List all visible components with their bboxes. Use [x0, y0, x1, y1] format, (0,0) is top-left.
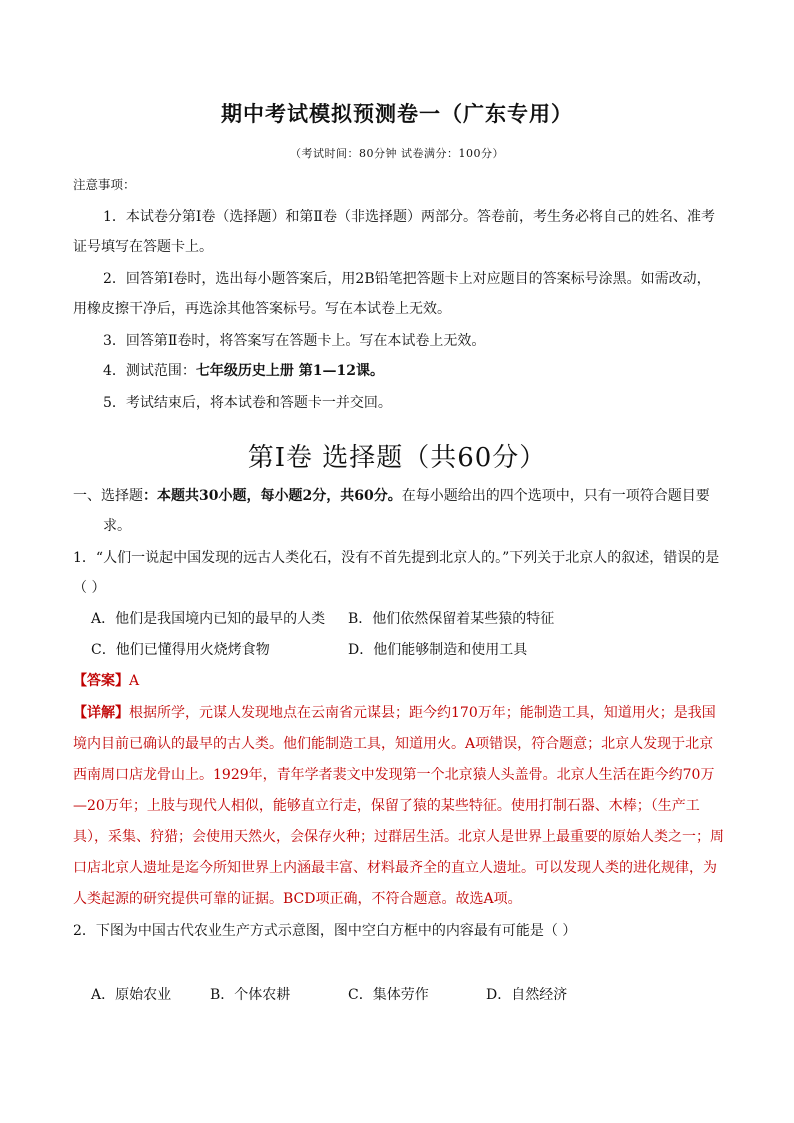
q1-stem-line-2: （ ）: [73, 580, 106, 596]
q2-option-d: D．自然经济: [486, 987, 568, 1003]
notice-item-3: 3．回答第Ⅱ卷时，将答案写在答题卡上。写在本试卷上无效。: [103, 333, 486, 349]
q1-explanation-line-1: [73, 703, 716, 723]
q1-answer: [73, 671, 139, 691]
instruction-scoring: ：本题共30小题，每小题2分，共60分。: [143, 488, 402, 504]
notice-item-2-line-2: 用橡皮擦干净后，再选涂其他答案标号。写在本试卷上无效。: [73, 301, 451, 317]
notice-item-1-line-2: 证号填写在答题卡上。: [73, 239, 213, 255]
q1-option-c: C．他们已懂得用火烧烤食物: [91, 642, 270, 658]
section-instruction-line-1: [73, 486, 710, 506]
q2-option-a: A．原始农业: [91, 987, 172, 1003]
section-title: 第Ⅰ卷 选择题（共60分）: [247, 443, 547, 473]
q2-option-b: B．个体农耕: [210, 987, 291, 1003]
q1-option-d: D．他们能够制造和使用工具: [348, 642, 528, 658]
explanation-text-1: 根据所学，元谋人发现地点在云南省元谋县；距今约170万年；能制造工具，知道用火；是我国: [129, 705, 716, 721]
q1-explanation-line-4: —20万年；上肢与现代人相似，能够直立行走，保留了猿的某些特征。使用打制石器、木棒；（生产工: [73, 798, 700, 814]
notice-heading: 注意事项：: [73, 177, 136, 192]
q1-explanation-line-7: 人类起源的研究提供可靠的证据。BCD项正确，不符合题意。故选A项。: [73, 891, 522, 907]
q1-explanation-line-5: 具），采集、狩猎；会使用天然火，会保存火种；过群居生活。北京人是世界上最重要的原始人类之一；周: [73, 829, 724, 845]
page-title: 期中考试模拟预测卷一（广东专用）: [221, 102, 573, 126]
q1-explanation-line-2: 境内目前已确认的最早的古人类。他们能制造工具，知道用火。A项错误，符合题意；北京人发现于北京: [73, 736, 714, 752]
notice-item-1-line-1: 1．本试卷分第Ⅰ卷（选择题）和第Ⅱ卷（非选择题）两部分。答卷前，考生务必将自己的姓名、准考: [103, 209, 715, 225]
notice-item-5: 5．考试结束后，将本试卷和答题卡一并交回。: [103, 395, 392, 411]
exam-info: （考试时间：80分钟 试卷满分：100分）: [290, 147, 504, 160]
q2-option-c: C．集体劳作: [348, 987, 429, 1003]
notice-item-4: [103, 361, 384, 381]
q1-option-b: B．他们依然保留着某些猿的特征: [348, 611, 555, 627]
notice-item-2-line-1: 2．回答第Ⅰ卷时，选出每小题答案后，用2B铅笔把答题卡上对应题目的答案标号涂黑。如需改动，: [103, 271, 711, 287]
section-instruction-line-2: 求。: [103, 518, 131, 534]
notice-item-4-scope: 七年级历史上册 第1—12课。: [195, 363, 385, 379]
q1-option-a: A．他们是我国境内已知的最早的人类: [91, 611, 326, 627]
notice-item-4-label: 4．测试范围：: [103, 363, 196, 379]
instruction-rest: 在每小题给出的四个选项中，只有一项符合题目要: [401, 488, 710, 504]
q1-explanation-line-6: 口店北京人遗址是迄今所知世界上内涵最丰富、材料最齐全的直立人遗址。可以发现人类的进化规律，为: [73, 860, 717, 876]
instruction-prefix: 一、选择题: [73, 488, 143, 504]
q1-stem-line-1: 1．“人们一说起中国发现的远古人类化石，没有不首先提到北京人的。”下列关于北京人的叙述，错误的是: [73, 550, 720, 566]
q1-explanation-line-3: 西南周口店龙骨山上。1929年，青年学者裴文中发现第一个北京猿人头盖骨。北京人生活在距今约70万: [73, 767, 715, 783]
answer-value: A: [129, 673, 140, 689]
q2-stem: 2．下图为中国古代农业生产方式示意图，图中空白方框中的内容最有可能是（ ）: [73, 923, 577, 939]
explanation-tag: 【详解】: [73, 705, 129, 721]
answer-tag: 【答案】: [73, 673, 129, 689]
